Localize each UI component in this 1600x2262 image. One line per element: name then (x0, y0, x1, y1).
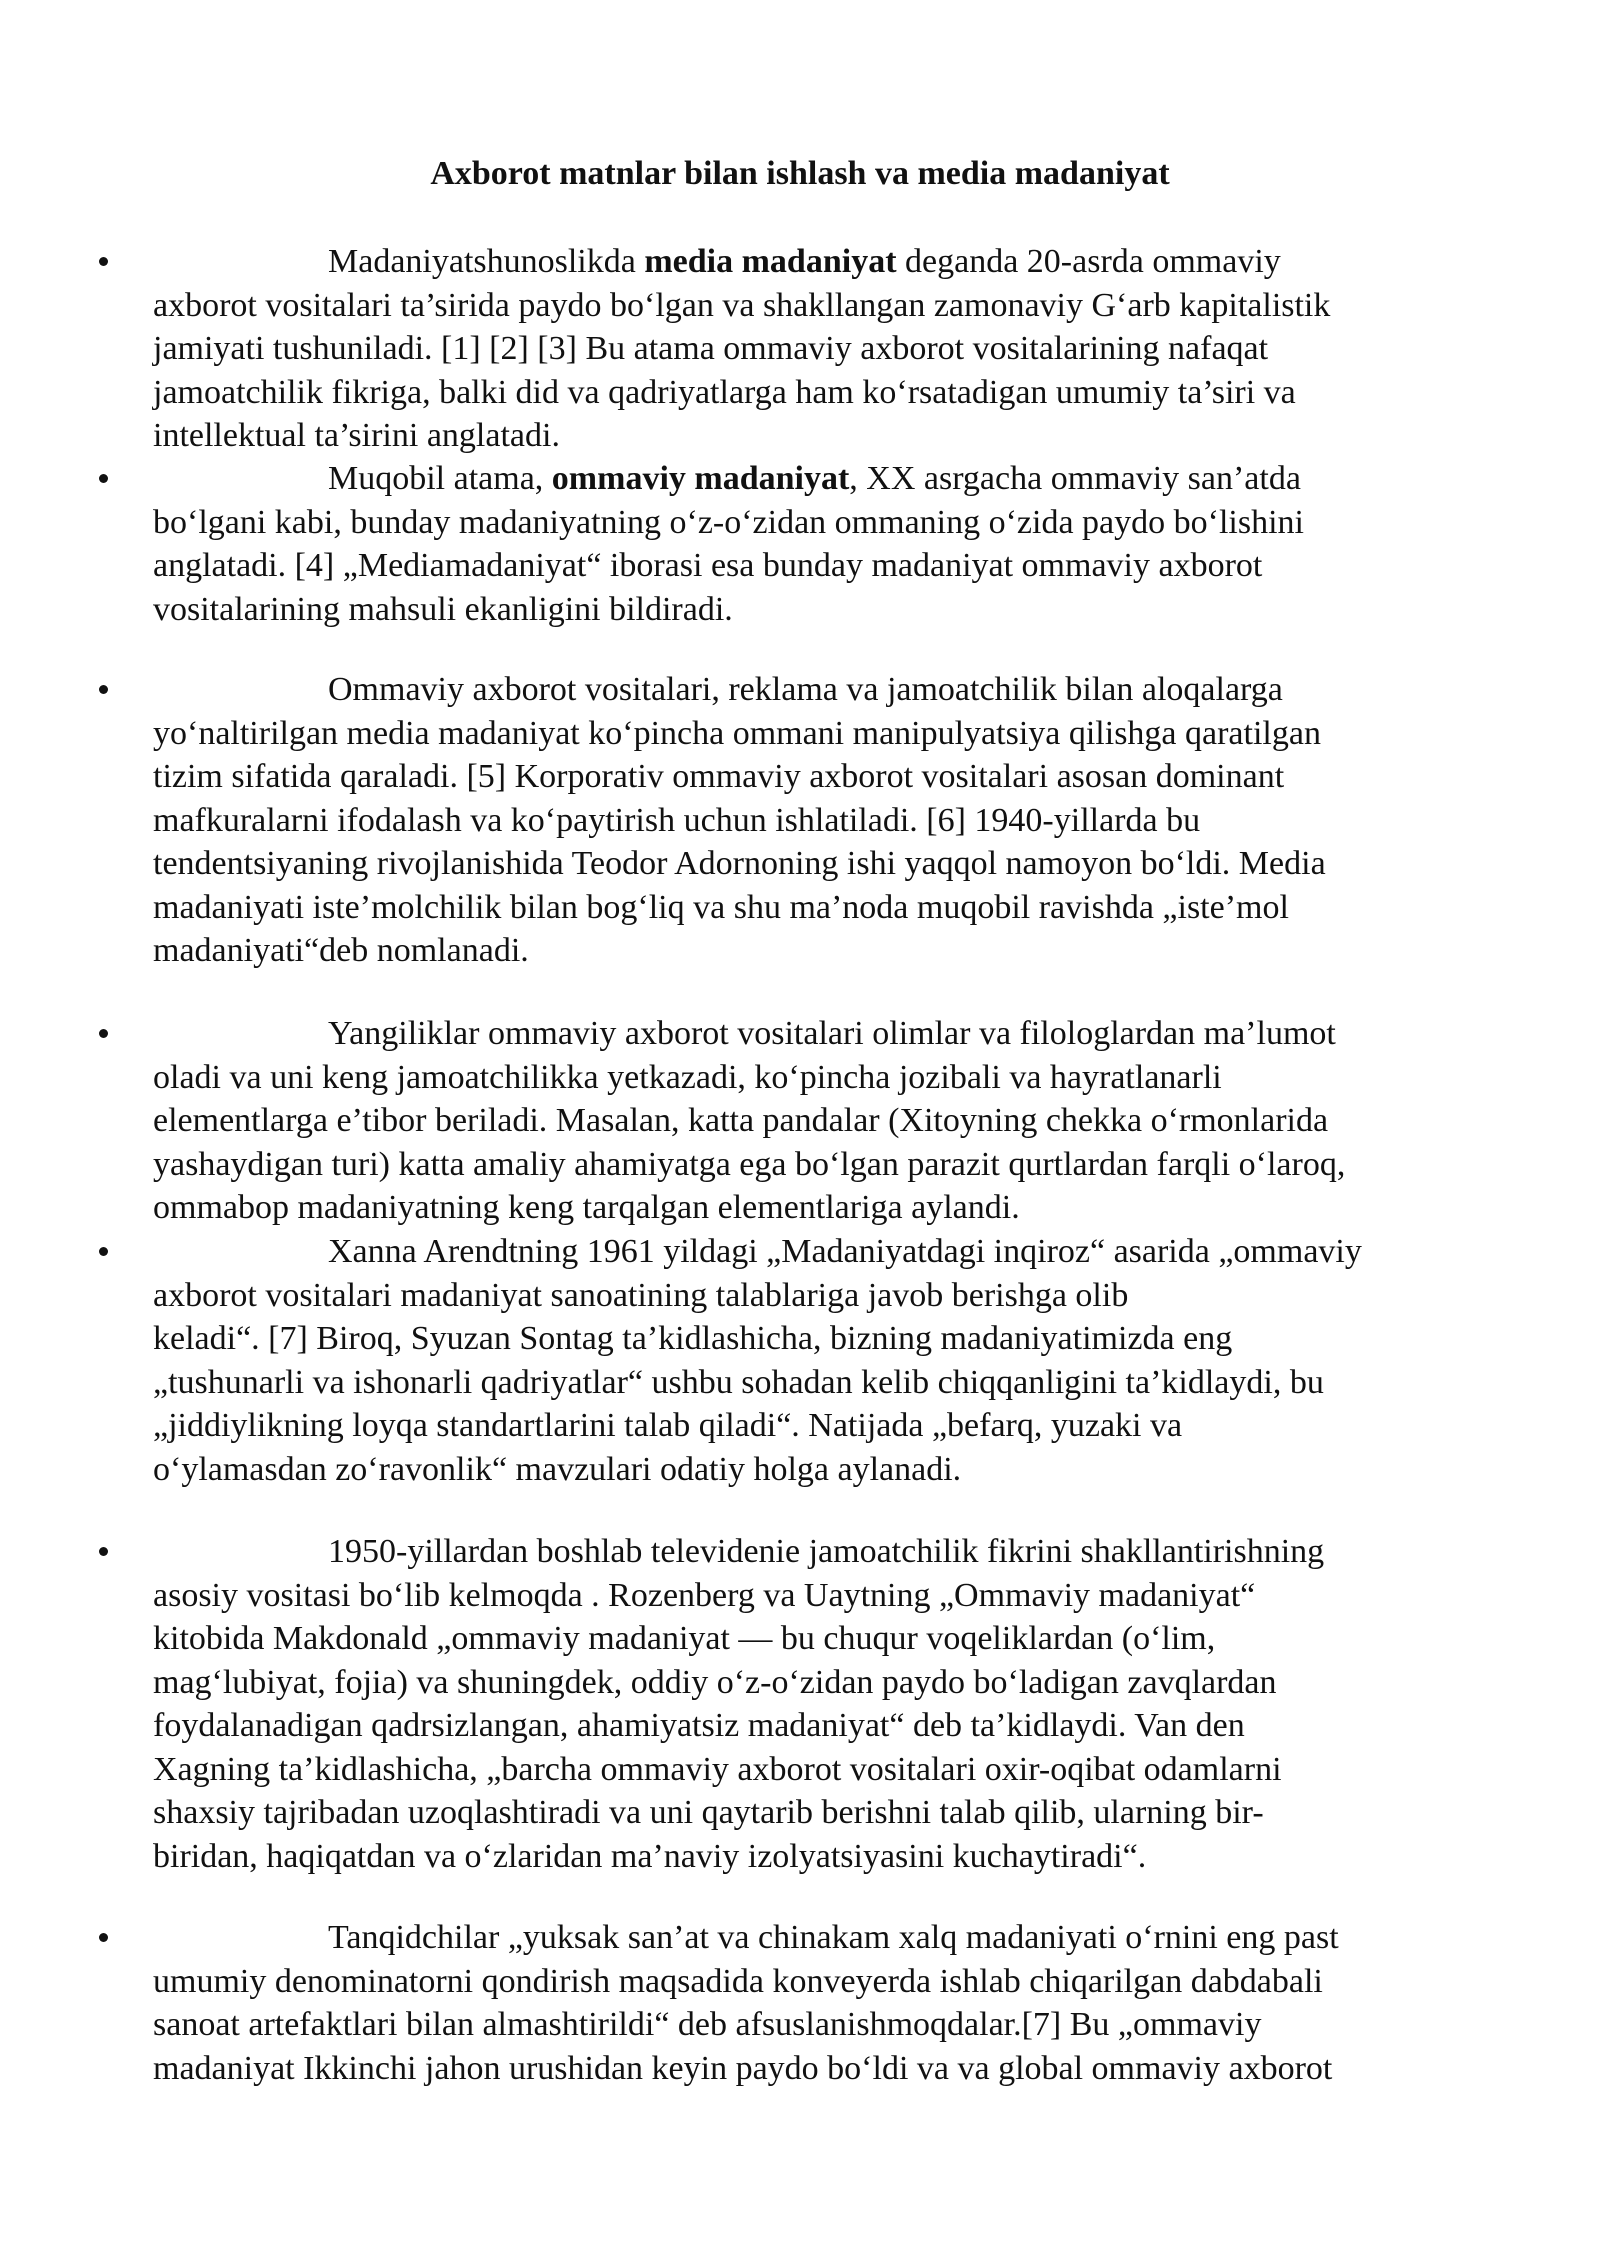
paragraph-line: ommabop madaniyatning keng tarqalgan elementlariga aylandi. (153, 1189, 1020, 1226)
paragraph-5 (153, 1230, 1483, 1491)
paragraph-line: bo‘lgani kabi, bunday madaniyatning o‘z-o‘zidan ommaning o‘zida paydo bo‘lishini (153, 503, 1304, 541)
paragraph-line: elementlarga e’tibor beriladi. Masalan, katta pandalar (Xitoyning chekka o‘rmonlarida (153, 1102, 1329, 1139)
paragraph-line: mag‘lubiyat, fojia) va shuningdek, oddiy o‘z-o‘zidan paydo bo‘ladigan zavqlardan (153, 1663, 1277, 1701)
paragraph-line: Xanna Arendtning 1961 yildagi „Madaniyatdagi inqiroz“ asarida „ommaviy (328, 1233, 1362, 1270)
paragraph-line: Madaniyatshunoslikda media madaniyat deganda 20-asrda ommaviy (328, 243, 1281, 280)
paragraph-line: keladi“. [7] Biroq, Syuzan Sontag ta’kidlashicha, bizning madaniyatimizda eng (153, 1320, 1233, 1357)
paragraph-line: 1950-yillardan boshlab televidenie jamoatchilik fikrini shakllantirishning (328, 1533, 1325, 1570)
paragraph-line: „jiddiylikning loyqa standartlarini talab qiladi“. Natijada „befarq, yuzaki va (153, 1407, 1183, 1444)
paragraph-line: asosiy vositasi bo‘lib kelmoqda . Rozenberg va Uaytning „Ommaviy madaniyat“ (153, 1576, 1256, 1614)
paragraph-line: madaniyati iste’molchilik bilan bog‘liq va shu ma’noda muqobil ravishda „iste’mol (153, 888, 1289, 926)
paragraph-2 (153, 457, 1483, 631)
bullet-icon (99, 1933, 108, 1942)
paragraph-line: madaniyat Ikkinchi jahon urushidan keyin paydo bo‘ldi va va global ommaviy axborot (153, 2049, 1333, 2087)
paragraph-line: tendentsiyaning rivojlanishida Teodor Adornoning ishi yaqqol namoyon bo‘ldi. Media (153, 845, 1326, 882)
paragraph-line: Ommaviy axborot vositalari, reklama va jamoatchilik bilan aloqalarga (328, 671, 1283, 708)
paragraph-7 (153, 1916, 1483, 2090)
paragraph-line: intellektual ta’sirini anglatadi. (153, 417, 560, 454)
bullet-icon (99, 257, 108, 266)
paragraph-line: vositalarining mahsuli ekanligini bildiradi. (153, 590, 733, 628)
bold-term: media madaniyat (644, 243, 897, 280)
bullet-icon (99, 1547, 108, 1556)
paragraph-line: axborot vositalari madaniyat sanoatining talablariga javob berishga olib (153, 1276, 1129, 1314)
paragraph-4 (153, 1012, 1483, 1230)
bold-term: ommaviy madaniyat (551, 460, 850, 497)
paragraph-line: Yangiliklar ommaviy axborot vositalari olimlar va filologlardan ma’lumot (328, 1015, 1336, 1052)
paragraph-line: shaxsiy tajribadan uzoqlashtiradi va uni qaytarib berishni talab qilib, ularning bir- (153, 1794, 1264, 1831)
paragraph-1 (153, 240, 1483, 458)
paragraph-line: Xagning ta’kidlashicha, „barcha ommaviy axborot vositalari oxir-oqibat odamlarni (153, 1750, 1282, 1788)
paragraph-line: madaniyati“deb nomlanadi. (153, 932, 529, 969)
paragraph-line: sanoat artefaktlari bilan almashtirildi“ deb afsuslanishmoqdalar.[7] Bu „ommaviy (153, 2006, 1262, 2043)
paragraph-line: yo‘naltirilgan media madaniyat ko‘pincha ommani manipulyatsiya qilishga qaratilgan (153, 714, 1321, 752)
paragraph-line: umumiy denominatorni qondirish maqsadida konveyerda ishlab chiqarilgan dabdabali (153, 1962, 1323, 2000)
paragraph-line: o‘ylamasdan zo‘ravonlik“ mavzulari odatiy holga aylanadi. (153, 1450, 962, 1488)
paragraph-line: oladi va uni keng jamoatchilikka yetkazadi, ko‘pincha jozibali va hayratlanarli (153, 1058, 1222, 1096)
bullet-icon (99, 474, 108, 483)
paragraph-line: jamoatchilik fikriga, balki did va qadriyatlarga ham ko‘rsatadigan umumiy ta’siri va (153, 373, 1296, 411)
paragraph-line: Tanqidchilar „yuksak san’at va chinakam xalq madaniyati o‘rnini eng past (328, 1919, 1339, 1956)
paragraph-line: tizim sifatida qaraladi. [5] Korporativ ommaviy axborot vositalari asosan dominant (153, 758, 1285, 795)
paragraph-line: biridan, haqiqatdan va o‘zlaridan ma’naviy izolyatsiyasini kuchaytiradi“. (153, 1837, 1147, 1875)
paragraph-line: yashaydigan turi) katta amaliy ahamiyatga ega bo‘lgan parazit qurtlardan farqli o‘laroq, (153, 1145, 1346, 1183)
bullet-icon (99, 1029, 108, 1038)
bullet-icon (99, 685, 108, 694)
paragraph-line: kitobida Makdonald „ommaviy madaniyat — bu chuqur voqeliklardan (o‘lim, (153, 1620, 1216, 1657)
paragraph-line: Muqobil atama, ommaviy madaniyat, XX asrgacha ommaviy san’atda (328, 460, 1301, 497)
paragraph-6 (153, 1530, 1483, 1878)
paragraph-line: anglatadi. [4] „Mediamadaniyat“ iborasi esa bunday madaniyat ommaviy axborot (153, 547, 1263, 584)
paragraph-line: mafkuralarni ifodalash va ko‘paytirish uchun ishlatiladi. [6] 1940-yillarda bu (153, 801, 1201, 839)
paragraph-line: „tushunarli va ishonarli qadriyatlar“ ushbu sohadan kelib chiqqanligini ta’kidlaydi, bu (153, 1363, 1324, 1401)
paragraph-3 (153, 668, 1483, 973)
paragraph-line: foydalanadigan qadrsizlangan, ahamiyatsiz madaniyat“ deb ta’kidlaydi. Van den (153, 1707, 1245, 1744)
page-title: Axborot matnlar bilan ishlash va media madaniyat (430, 155, 1170, 192)
bullet-icon (99, 1247, 108, 1256)
paragraph-line: jamiyati tushuniladi. [1] [2] [3] Bu atama ommaviy axborot vositalarining nafaqat (153, 330, 1269, 367)
paragraph-line: axborot vositalari ta’sirida paydo bo‘lgan va shakllangan zamonaviy G‘arb kapitalistik (153, 286, 1331, 324)
